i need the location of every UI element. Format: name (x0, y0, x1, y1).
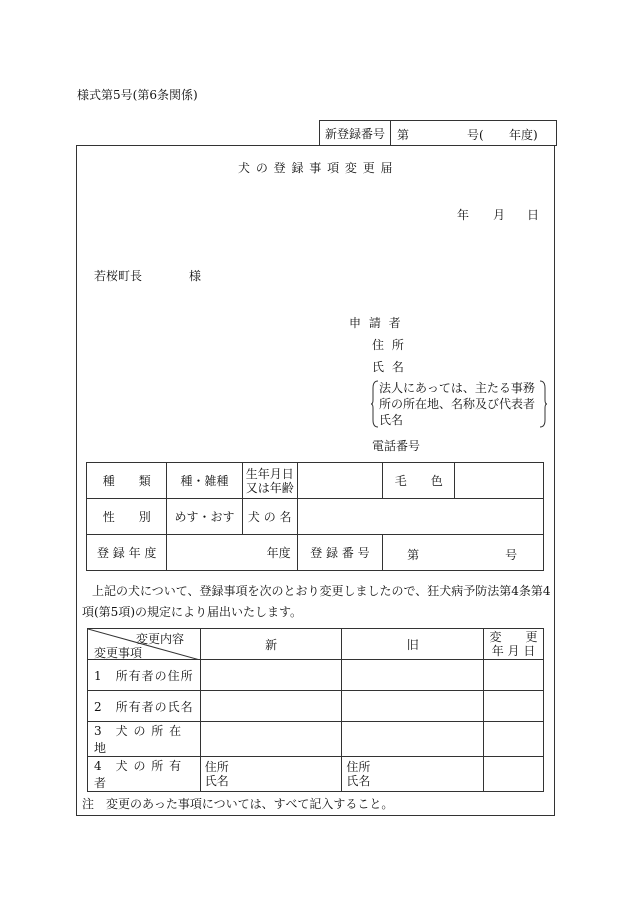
body-text-line1: 上記の犬について、登録事項を次のとおり変更しましたので、狂犬病予防法第4条第4 (92, 584, 551, 598)
reg-no-go: 号 (505, 548, 518, 562)
diag-top-label: 変更内容 (136, 632, 185, 646)
date-year: 年 (457, 208, 470, 222)
new-registration-number-box (319, 120, 557, 146)
reg-go: 号( (467, 128, 484, 142)
header-change-date (484, 629, 544, 660)
owner-name-date[interactable] (484, 691, 544, 722)
species-label: 種 類 (87, 463, 167, 499)
dog-owner-new[interactable] (200, 757, 342, 792)
date-month: 月 (493, 208, 506, 222)
new-registration-label: 新登録番号 (320, 121, 391, 146)
row-owner-name: 2 所有者の氏名 (88, 691, 201, 722)
right-bracket-icon (539, 380, 547, 428)
registration-number-label: 登 録 番 号 (297, 535, 382, 571)
registration-year-suffix: 年度 (266, 546, 291, 560)
owner-name-new[interactable] (200, 691, 342, 722)
reg-nendo: 年度) (509, 128, 538, 142)
left-bracket-icon (371, 380, 379, 428)
birth-label (242, 463, 297, 499)
dog-location-date[interactable] (484, 722, 544, 757)
owner-address-old[interactable] (342, 660, 484, 691)
header-date-line2: 年 月 日 (491, 644, 536, 658)
dog-name-value[interactable] (297, 499, 543, 535)
row-dog-location: 3 犬 の 所 在 地 (88, 722, 201, 757)
header-new: 新 (200, 629, 342, 660)
owner-address-date[interactable] (484, 660, 544, 691)
header-old: 旧 (342, 629, 484, 660)
diag-bottom-label: 変更事項 (94, 646, 143, 660)
applicant-name-label[interactable]: 氏 名 (372, 360, 406, 374)
date-day: 日 (527, 208, 540, 222)
dog-location-new[interactable] (200, 722, 342, 757)
footnote: 注 変更のあった事項については、すべて記入すること。 (82, 797, 394, 811)
note-line-2: 所の所在地、名称及び代表者 (379, 397, 536, 411)
birth-value[interactable] (297, 463, 382, 499)
birth-label-line1: 生年月日 (245, 466, 294, 481)
addressee-sama: 様 (189, 269, 202, 283)
applicant-phone-label[interactable]: 電話番号 (372, 439, 421, 453)
note-line-3: 氏名 (379, 413, 404, 427)
new-registration-field[interactable] (391, 121, 557, 146)
registration-year-value[interactable] (167, 535, 297, 571)
note-line-1: 法人にあっては、主たる事務 (379, 381, 535, 395)
registration-year-label: 登 録 年 度 (87, 535, 167, 571)
dog-location-old[interactable] (342, 722, 484, 757)
row-owner-address: 1 所有者の住所 (88, 660, 201, 691)
registration-number-value[interactable] (383, 535, 544, 571)
addressee-name: 若桜町長 (94, 269, 143, 283)
dog-owner-date[interactable] (484, 757, 544, 792)
reg-no-dai: 第 (407, 548, 420, 562)
reg-dai: 第 (397, 128, 410, 142)
applicant-heading: 申 請 者 (349, 316, 403, 330)
owner-address-new[interactable] (200, 660, 342, 691)
dog-owner-old-name-label: 氏名 (346, 774, 371, 788)
sex-label: 性 別 (87, 499, 167, 535)
form-title: 犬 の 登 録 事 項 変 更 届 (238, 161, 394, 175)
species-value[interactable]: 種・雑種 (167, 463, 242, 499)
header-date-line1: 変 更 (489, 630, 538, 644)
dog-info-table (86, 462, 544, 571)
coat-label: 毛 色 (383, 463, 455, 499)
sex-value[interactable]: めす・おす (167, 499, 242, 535)
dog-name-label: 犬 の 名 (242, 499, 297, 535)
row-dog-owner: 4 犬 の 所 有 者 (88, 757, 201, 792)
form-number-label: 様式第5号(第6条関係) (77, 88, 198, 102)
dog-owner-old[interactable] (342, 757, 484, 792)
dog-owner-new-name-label: 氏名 (204, 774, 229, 788)
dog-owner-new-address-label: 住所 (204, 760, 229, 774)
body-text-line2: 項(第5項)の規定により届出いたします。 (82, 605, 303, 619)
applicant-address-label[interactable]: 住 所 (372, 338, 406, 352)
applicant-corporate-note (379, 380, 535, 428)
dog-owner-old-address-label: 住所 (346, 760, 371, 774)
change-header-diagonal (88, 629, 201, 660)
change-table (87, 628, 544, 792)
birth-label-line2: 又は年齢 (245, 480, 294, 495)
owner-name-old[interactable] (342, 691, 484, 722)
coat-value[interactable] (455, 463, 544, 499)
